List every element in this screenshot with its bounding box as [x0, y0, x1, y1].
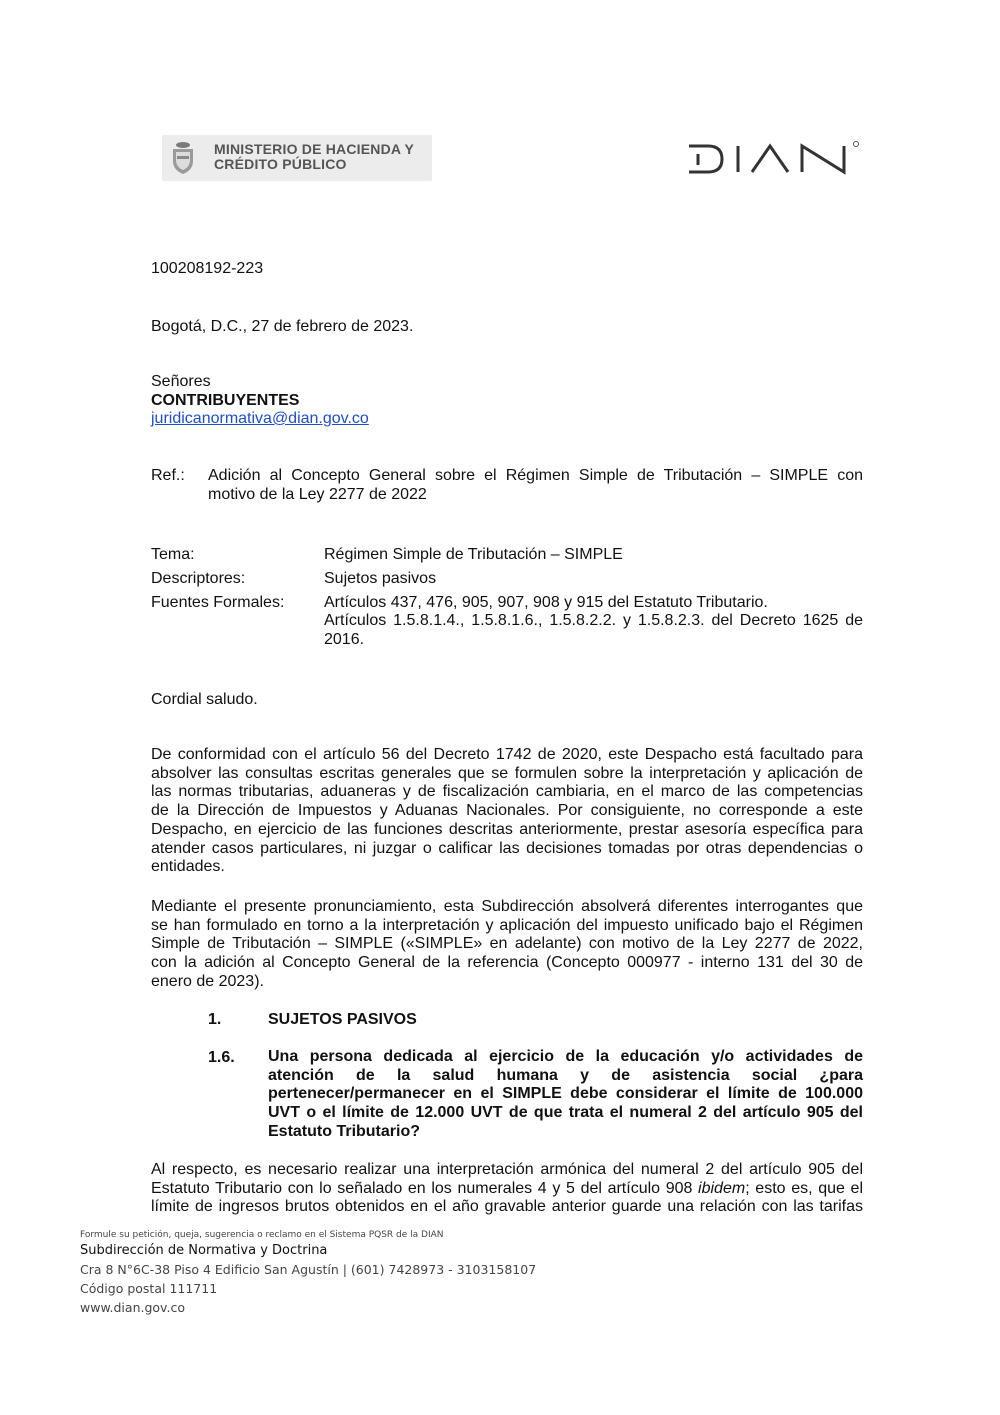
paragraph-line: Simple de Tributación – SIMPLE («SIMPLE» en adelante) con motivo de la Ley 2277 de 2022,: [151, 935, 863, 953]
fuentes-line-2: Artículos 1.5.8.1.4., 1.5.8.1.6., 1.5.8.2.2. y 1.5.8.2.3. del Decreto 1625 de: [324, 612, 863, 629]
fuentes-line-1: Artículos 437, 476, 905, 907, 908 y 915 del Estatuto Tributario.: [324, 594, 768, 611]
answer-line-2-start: Estatuto Tributario con lo señalado en los numerales 4 y 5 del artículo 908: [151, 1179, 699, 1197]
paragraph-line: con la adición al Concepto General de la referencia (Concepto 000977 - interno 131 del 30 de: [151, 954, 863, 972]
paragraph-line: entidades.: [151, 858, 225, 876]
tema-label: Tema:: [151, 546, 195, 563]
salutation-to: Señores: [151, 373, 211, 390]
paragraph-line: atender casos particulares, ni juzgar o calificar las decisiones tomadas por otras dependencias o: [151, 839, 863, 857]
paragraph-line: Mediante el presente pronunciamiento, esta Subdirección absolverá diferentes interrogantes que: [151, 898, 863, 915]
document-number: 100208192-223: [151, 260, 264, 277]
section-number: 1.: [208, 1011, 222, 1028]
footer-pqsr: Formule su petición, queja, sugerencia o reclamo en el Sistema PQSR de la DIAN: [80, 1230, 444, 1240]
answer-line: Al respecto, es necesario realizar una interpretación armónica del numeral 2 del artículo 905 del: [151, 1161, 863, 1178]
ref-label: Ref.:: [151, 467, 185, 484]
footer-web[interactable]: www.dian.gov.co: [80, 1300, 185, 1315]
ref-line-1: Adición al Concepto General sobre el Régimen Simple de Tributación – SIMPLE con: [208, 467, 863, 484]
answer-line: [151, 1180, 863, 1199]
footer-postal: Código postal 111711: [80, 1281, 218, 1296]
paragraph-2: [151, 898, 863, 992]
answer-line: límite de ingresos brutos obtenidos en el año gravable anterior guarde una relación con las tarifas: [151, 1198, 863, 1216]
question-line: pertenecer/permanecer en el SIMPLE debe considerar el límite de 100.000: [268, 1085, 863, 1103]
paragraph-line: de la Dirección de Impuestos y Aduanas Nacionales. Por consiguiente, no corresponde a este: [151, 802, 863, 820]
question-line: Una persona dedicada al ejercicio de la educación y/o actividades de: [268, 1048, 863, 1065]
fuentes-label: Fuentes Formales:: [151, 594, 285, 611]
ref-line-2: motivo de la Ley 2277 de 2022: [208, 486, 427, 503]
answer-paragraph: [151, 1161, 863, 1217]
section-title: SUJETOS PASIVOS: [268, 1011, 417, 1028]
answer-ibidem: ibidem: [698, 1179, 746, 1197]
question-line: Estatuto Tributario?: [268, 1122, 420, 1140]
coat-of-arms-icon: [170, 141, 196, 175]
question-number: 1.6.: [208, 1049, 235, 1066]
dian-logo: [686, 140, 861, 178]
answer-line-2-end: ; esto es, que el: [745, 1179, 863, 1197]
recipient: CONTRIBUYENTES: [151, 392, 300, 409]
place-date: Bogotá, D.C., 27 de febrero de 2023.: [151, 318, 414, 335]
paragraph-line: Despacho, en ejercicio de las funciones descritas anteriormente, prestar asesoría específica para: [151, 820, 863, 838]
ministry-logo: [162, 135, 432, 181]
footer-office: Subdirección de Normativa y Doctrina: [80, 1243, 328, 1258]
paragraph-line: absolver las consultas escritas generales que se formulen sobre la interpretación y aplicación de: [151, 764, 863, 782]
descriptores-label: Descriptores:: [151, 570, 246, 587]
descriptores-value: Sujetos pasivos: [324, 570, 437, 587]
fuentes-line-3: 2016.: [324, 631, 365, 648]
question-line: atención de la salud humana y de asistencia social ¿para: [268, 1066, 863, 1084]
footer-address: Cra 8 N°6C-38 Piso 4 Edificio San Agustín | (601) 7428973 - 3103158107: [80, 1262, 537, 1277]
paragraph-line: enero de 2023).: [151, 972, 264, 990]
greeting: Cordial saludo.: [151, 691, 258, 708]
paragraph-line: las normas tributarias, aduaneras y de fiscalización cambiaria, en el marco de las competencias: [151, 783, 863, 801]
question-line: UVT o el límite de 12.000 UVT de que trata el numeral 2 del artículo 905 del: [268, 1104, 863, 1122]
paragraph-1: [151, 746, 863, 877]
paragraph-line: se han formulado en torno a la interpretación y aplicación del impuesto unificado bajo el Régimen: [151, 916, 863, 934]
tema-value: Régimen Simple de Tributación – SIMPLE: [324, 546, 623, 563]
ministry-name-line1: MINISTERIO DE HACIENDA Y: [214, 141, 415, 157]
question-text: [268, 1048, 863, 1142]
paragraph-line: De conformidad con el artículo 56 del Decreto 1742 de 2020, este Despacho está facultado para: [151, 746, 863, 763]
email-link[interactable]: juridicanormativa@dian.gov.co: [151, 410, 369, 427]
ministry-name-line2: CRÉDITO PÚBLICO: [214, 156, 347, 172]
